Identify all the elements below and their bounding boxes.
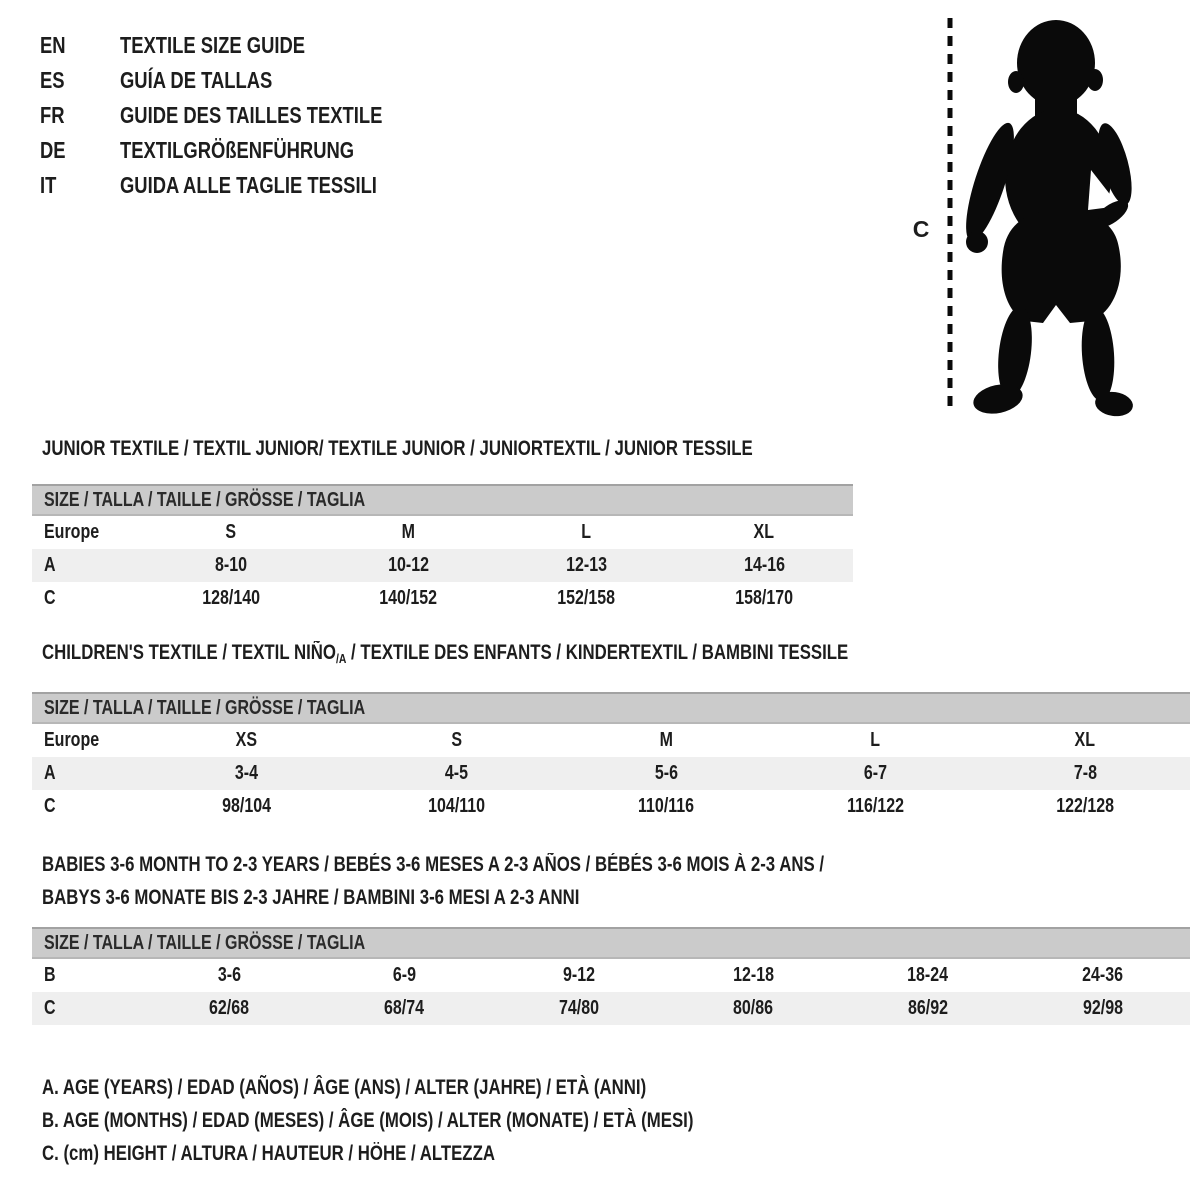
age-months-value: 9-12 xyxy=(562,964,595,986)
age-months-value: 12-18 xyxy=(732,964,774,986)
children-row-age xyxy=(32,757,1190,790)
age-months-value: 18-24 xyxy=(907,964,949,986)
row-label: A xyxy=(44,762,56,784)
age-value: 7-8 xyxy=(1073,762,1097,784)
language-code-es: ES xyxy=(40,67,65,93)
legend-age-years: A. AGE (YEARS) / EDAD (AÑOS) / ÂGE (ANS) / ALTER (JAHRE) / ETÀ (ANNI) xyxy=(42,1076,647,1099)
children-row-height xyxy=(32,790,1190,823)
junior-row-age xyxy=(32,549,853,582)
height-value: 128/140 xyxy=(201,587,260,609)
height-value: 80/86 xyxy=(733,997,774,1019)
language-code-en: EN xyxy=(40,32,66,58)
language-title-list xyxy=(40,28,448,203)
size-value: XL xyxy=(1074,729,1096,751)
height-value: 86/92 xyxy=(907,997,949,1019)
age-value: 10-12 xyxy=(388,554,430,576)
language-row-it xyxy=(40,168,448,203)
size-value: M xyxy=(401,521,416,543)
height-value: 98/104 xyxy=(222,795,272,817)
legend-age-months: B. AGE (MONTHS) / EDAD (MESES) / ÂGE (MOIS) / ALTER (MONATE) / ETÀ (MESI) xyxy=(42,1109,694,1132)
children-title-part1: CHILDREN'S TEXTILE / TEXTIL NIÑO xyxy=(42,641,336,664)
children-size-table xyxy=(32,692,1190,823)
language-row-de xyxy=(40,133,448,168)
children-size-header-label: SIZE / TALLA / TAILLE / GRÖSSE / TAGLIA xyxy=(44,697,366,719)
size-value: L xyxy=(581,521,592,543)
language-title-en: TEXTILE SIZE GUIDE xyxy=(120,32,306,58)
language-row-en xyxy=(40,28,448,63)
language-code-it: IT xyxy=(40,172,57,198)
age-value: 14-16 xyxy=(743,554,785,576)
children-title-part2: / TEXTILE DES ENFANTS / KINDERTEXTIL / BAMBINI TESSILE xyxy=(346,641,849,664)
size-value: XL xyxy=(753,521,775,543)
junior-row-europe xyxy=(32,516,853,549)
age-months-value: 6-9 xyxy=(392,964,416,986)
babies-section-title xyxy=(42,848,1020,914)
size-value: S xyxy=(451,729,462,751)
height-value: 122/128 xyxy=(1056,795,1115,817)
babies-size-header-label: SIZE / TALLA / TAILLE / GRÖSSE / TAGLIA xyxy=(44,932,366,954)
children-size-header-bar xyxy=(32,692,1190,724)
babies-title-line1: BABIES 3-6 MONTH TO 2-3 YEARS / BEBÉS 3-6 MESES A 2-3 AÑOS / BÉBÉS 3-6 MOIS À 2-3 ANS / xyxy=(42,853,825,876)
toddler-silhouette-graphic xyxy=(918,10,1148,420)
language-title-es: GUÍA DE TALLAS xyxy=(120,67,273,93)
legend-height-cm: C. (cm) HEIGHT / ALTURA / HAUTEUR / HÖHE / ALTEZZA xyxy=(42,1142,495,1165)
row-label: Europe xyxy=(44,521,100,543)
height-value: 158/170 xyxy=(735,587,794,609)
height-value: 74/80 xyxy=(558,997,599,1019)
children-title-suffix: /A xyxy=(335,651,347,666)
children-row-europe xyxy=(32,724,1190,757)
height-value: 104/110 xyxy=(427,795,485,817)
size-value: XS xyxy=(236,729,258,751)
size-value: L xyxy=(870,729,881,751)
age-months-value: 3-6 xyxy=(217,964,241,986)
language-title-fr: GUIDE DES TAILLES TEXTILE xyxy=(120,102,383,128)
height-value: 62/68 xyxy=(209,997,250,1019)
height-value: 68/74 xyxy=(383,997,425,1019)
toddler-silhouette xyxy=(957,20,1139,419)
measure-legend xyxy=(42,1071,856,1170)
language-code-de: DE xyxy=(40,137,66,163)
junior-size-header-bar xyxy=(32,484,853,516)
height-value: 116/122 xyxy=(847,795,905,817)
height-measure-label: C xyxy=(912,216,930,242)
junior-row-height xyxy=(32,582,853,615)
babies-size-header-bar xyxy=(32,927,1190,959)
row-label: C xyxy=(44,795,56,817)
age-value: 12-13 xyxy=(565,554,607,576)
height-value: 152/158 xyxy=(557,587,616,609)
language-row-es xyxy=(40,63,448,98)
babies-title-line2: BABYS 3-6 MONATE BIS 2-3 JAHRE / BAMBINI 3-6 MESI A 2-3 ANNI xyxy=(42,886,580,909)
language-title-it: GUIDA ALLE TAGLIE TESSILI xyxy=(120,172,377,198)
row-label: C xyxy=(44,587,56,609)
babies-size-table xyxy=(32,927,1190,1025)
age-value: 4-5 xyxy=(444,762,468,784)
row-label: Europe xyxy=(44,729,100,751)
children-section-title xyxy=(42,640,1050,668)
babies-row-height xyxy=(32,992,1190,1025)
row-label: A xyxy=(44,554,56,576)
age-value: 3-4 xyxy=(235,762,259,784)
age-value: 8-10 xyxy=(214,554,247,576)
junior-size-table xyxy=(32,484,853,615)
height-value: 140/152 xyxy=(379,587,438,609)
language-code-fr: FR xyxy=(40,102,65,128)
height-value: 92/98 xyxy=(1082,997,1123,1019)
height-value: 110/116 xyxy=(637,795,695,817)
age-value: 6-7 xyxy=(864,762,888,784)
row-label: C xyxy=(44,997,56,1019)
size-value: S xyxy=(225,521,237,543)
junior-size-header-label: SIZE / TALLA / TAILLE / GRÖSSE / TAGLIA xyxy=(44,489,366,511)
age-months-value: 24-36 xyxy=(1082,964,1124,986)
language-title-de: TEXTILGRÖßENFÜHRUNG xyxy=(120,137,355,163)
row-label: B xyxy=(44,964,56,986)
age-value: 5-6 xyxy=(654,762,678,784)
language-row-fr xyxy=(40,98,448,133)
junior-section-title: JUNIOR TEXTILE / TEXTIL JUNIOR/ TEXTILE JUNIOR / JUNIORTEXTIL / JUNIOR TESSILE xyxy=(42,437,753,460)
size-value: M xyxy=(659,729,673,751)
babies-row-months xyxy=(32,959,1190,992)
